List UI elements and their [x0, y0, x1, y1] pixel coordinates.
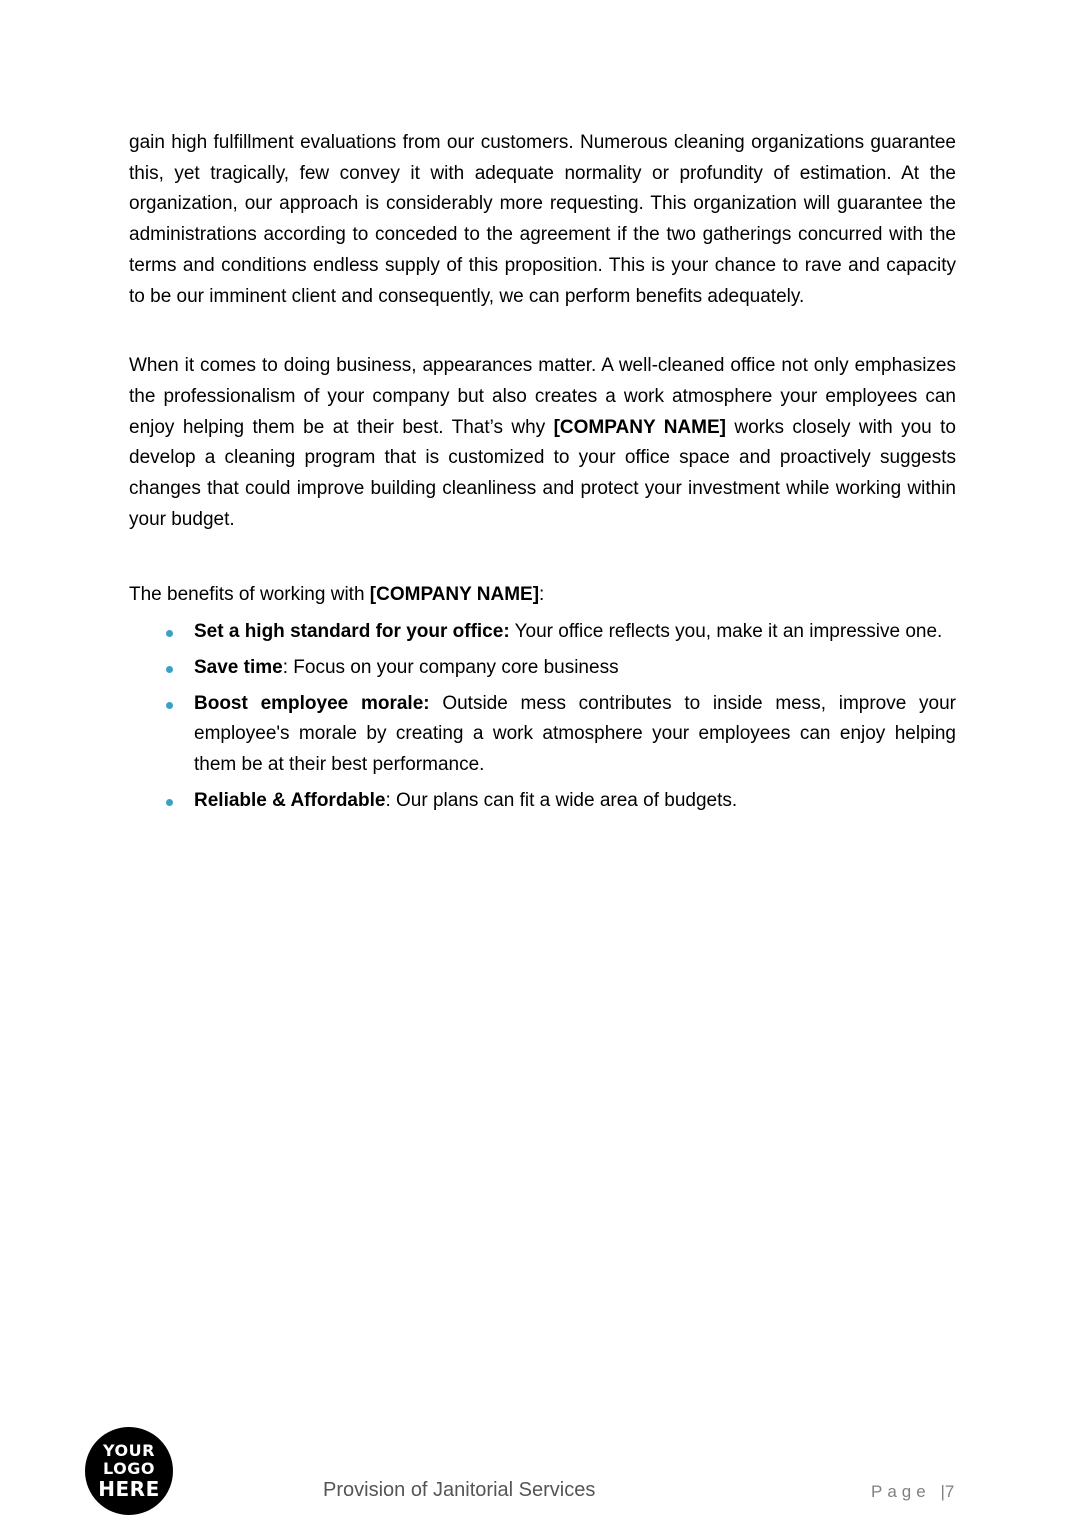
- paragraph-text: When it comes to doing business, appearances matter. A well-cleaned office not only emphasizes the professionalism of your company but also creates a work atmosphere your employees can enjoy helping them be at their best. That’s why: [129, 355, 956, 438]
- page-body: [129, 128, 956, 821]
- benefit-title: Reliable & Affordable: [194, 789, 386, 811]
- list-item: [129, 786, 956, 817]
- paragraph-text: The benefits of working with: [129, 584, 370, 606]
- paragraph-intro: gain high fulfillment evaluations from our customers. Numerous cleaning organizations guarantee this, yet tragically, few convey it with adequate normality or profundity of estimation. At the organization, our approach is considerably more requesting. This organization will guarantee the administrations according to conceded to the agreement if the two gatherings concurred with the terms and conditions endless supply of this proposition. This is your chance to rave and capacity to be our imminent client and consequently, we can perform benefits adequately.: [129, 132, 956, 307]
- logo-text: LOGO: [103, 1459, 155, 1478]
- bullet-dot-icon: [166, 666, 173, 673]
- bullet-dot-icon: [166, 799, 173, 806]
- page-number-label: [871, 1482, 954, 1502]
- benefits-intro: [129, 580, 956, 611]
- benefit-title: Save time: [194, 656, 283, 678]
- company-name-placeholder: [COMPANY NAME]: [553, 416, 726, 438]
- page-separator: |: [940, 1482, 945, 1501]
- benefit-text: : Our plans can fit a wide area of budgets.: [385, 789, 738, 811]
- paragraph-text: :: [539, 584, 545, 606]
- company-logo: [85, 1427, 173, 1515]
- company-name-placeholder: [COMPANY NAME]: [369, 584, 540, 606]
- logo-text: HERE: [98, 1477, 160, 1501]
- benefit-text: Your office reflects you, make it an impressive one.: [509, 621, 943, 643]
- benefit-text: : Focus on your company core business: [282, 656, 619, 678]
- page-number: 7: [944, 1482, 955, 1501]
- footer-document-title: Provision of Janitorial Services: [323, 1479, 596, 1501]
- benefit-title: Set a high standard for your office:: [194, 621, 510, 643]
- bullet-dot-icon: [166, 702, 173, 709]
- paragraph-appearances: [129, 351, 956, 535]
- list-item: [129, 689, 956, 781]
- list-item: [129, 617, 956, 648]
- benefit-text: Outside mess contributes to inside mess, improve your employee's morale by creating a work atmosphere your employees can enjoy helping them be at their best performance.: [194, 692, 956, 775]
- benefits-list: [129, 617, 956, 816]
- paragraph-text: works closely with you to develop a cleaning program that is customized to your office space and proactively suggests changes that could improve building cleanliness and protect your investment while working within your budget.: [129, 416, 956, 530]
- logo-text: YOUR: [103, 1441, 155, 1460]
- bullet-dot-icon: [166, 630, 173, 637]
- benefit-title: Boost employee morale:: [194, 692, 430, 714]
- list-item: [129, 653, 956, 684]
- page-label: Page: [871, 1482, 931, 1501]
